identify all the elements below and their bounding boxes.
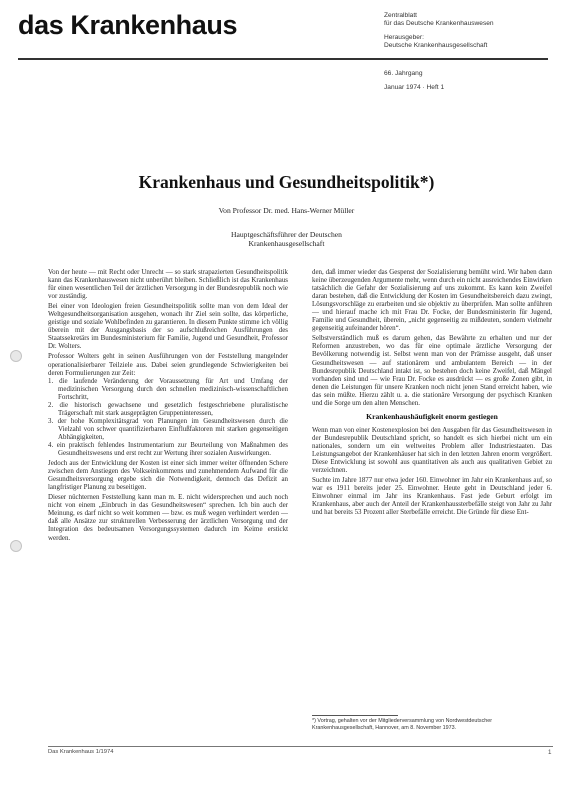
author-role-2: Krankenhausgesellschaft (248, 239, 325, 248)
footer-journal: Das Krankenhaus 1/1974 (48, 749, 114, 755)
left-paragraph-5: Dieser nüchternen Feststellung kann man m. E. nicht widersprechen und auch noch nicht von einem „Einbruch in das Gesundheitswesen“ sprechen. Ich bin auch der Meinung, es darf nicht so weit kommen — bzw. es muß wegen verhindert werden — daß alle Ansätze zur strukturellen Verbesserung der ärztlichen Versorgung und der Integration des bedeutsamen Versorgungssystemen dadurch im Keime erstickt werden. (48, 493, 288, 542)
publisher-label: Herausgeber: (384, 34, 424, 41)
right-paragraph-2: Selbstverständlich muß es darum gehen, das Bewährte zu erhalten und nur der Reformen anzustreben, wo das für eine optimale ärztliche Versorgung der Bevölkerung notwendig ist. Selbst wenn man von der Prämisse ausgeht, daß unser Gesundheitswesen — auf stationärem und ambulantem Bereich — in der Bundesrepublik Deutschland intakt ist, so bestehen doch keine Zweifel, daß Mängel vorhanden sind und — wie Frau Dr. Focke es ausdrückt — es große Zonen gibt, in denen die Leistungen für unsere Kranken noch nicht jenen Stand erreicht haben, wie das sein müßte. Hierzu zählt u. a. die stationäre Versorgung der psychisch Kranken und die Sorge um den alten Menschen. (312, 334, 552, 407)
left-column (48, 268, 288, 542)
list-item: 3. der hohe Komplexitätsgrad von Planungen im Gesundheitswesen durch die Vielzahl von schwer quantifizierbaren Einflußfaktoren mit starken gegenseitigen Abhängigkeiten, (48, 416, 288, 441)
author-role-1: Hauptgeschäftsführer der Deutschen (231, 230, 342, 239)
volume-label: 66. Jahrgang (384, 70, 423, 77)
left-paragraph-3: Professor Wolters geht in seinen Ausführungen von der Feststellung mangelnder operationalisierbarer Teilziele aus. Dabei seien grundlegende Schwierigkeiten bei deren Formulierungen zur Zeit: (48, 352, 288, 377)
right-column (312, 268, 552, 516)
left-paragraph-1: Von der heute — mit Recht oder Unrecht — so stark strapazierten Gesundheitspolitik kann das Krankenhauswesen nicht unberührt bleiben. Schließlich ist das Krankenhaus für einen wesentlichen Teil der ärztlichen Versorgung in der Bundesrepublik noch wie vor zuständig. (48, 268, 288, 301)
masthead-rule (18, 58, 548, 60)
left-paragraph-2: Bei einer von Ideologien freien Gesundheitspolitik sollte man von dem Ideal der Weltgesundheitsorganisation ausgehen, wonach ihr Ziel sein sollte, das körperliche, geistige und soziale Wohlbefinden zu garantieren. In diesem Punkte stimme ich völlig überein mit der Ausgangsbasis der so aufschlußreichen Ausführungen des Staatssekretärs im Bundesministerium für Familie, Jugend und Gesundheit, Professor Dr. Wolters. (48, 302, 288, 351)
right-paragraph-1: den, daß immer wieder das Gespenst der Sozialisierung bemüht wird. Wir haben dann keine überzeugenden Argumente mehr, wenn durch ein nicht ausreichendes Einwirken tatsächlich die Gefahr der Sozialisierung auf uns zukommt. Es kann kein Zweifel daran bestehen, daß die Entwicklung der Kosten im Gesundheitsbereich dazu zwingt, Lösungsvorschläge zu erarbeiten und sie objektiv zu überprüfen. Man sollte anführen — und hierauf mache ich mit Frau Dr. Focke, der Bundesministerin für Jugend, Familie und Gesundheit, überein, „nicht gegenseitig zu mißdeuten, sondern vielmehr gegenseitig aufeinander hören“. (312, 268, 553, 333)
section-subheading: Krankenhaushäufigkeit enorm gestiegen (366, 411, 498, 421)
right-paragraph-4: Suchte im Jahre 1877 nur etwa jeder 160. Einwohner im Jahr ein Krankenhaus auf, so war es 1911 bereits jeder 25. Einwohner. Heute geht in Deutschland jeder 6. Einwohner einmal im Jahr ins Krankenhaus. Fast jede Geburt erfolgt im Krankenhaus, aber auch der Anteil der Krankenhaussterbefälle steigt von Jahr zu Jahr und hat bereits 53 Prozent aller Sterbefälle erreicht. Die Gründe für diese Ent- (312, 476, 552, 517)
masthead-subtitle-2: für das Deutsche Krankenhauswesen (384, 20, 494, 27)
masthead-subtitle-1: Zentralblatt (384, 12, 417, 19)
footnote-rule (312, 715, 398, 716)
author-line: Von Professor Dr. med. Hans-Werner Müller (218, 206, 355, 215)
list-item: 2. die historisch gewachsene und gesetzlich festgeschriebene pluralistische Trägerschaft mit stark ausgeprägten Gruppeninteressen, (48, 400, 288, 417)
numbered-list (48, 377, 288, 457)
issue-label: Januar 1974 · Heft 1 (384, 84, 445, 91)
list-item: 4. ein praktisch fehlendes Instrumentarium zur Beurteilung von Maßnahmen des Gesundheitswesens und erst recht zur Wertung ihrer sozialen Auswirkungen. (48, 440, 288, 458)
publisher-name: Deutsche Krankenhausgesellschaft (384, 42, 488, 49)
masthead-title: das Krankenhaus (18, 10, 238, 40)
list-item: 1. die laufende Veränderung der Voraussetzung für Art und Umfang der medizinischen Versorgung durch den schnellen medizinisch-wissenschaftlichen Fortschritt, (48, 376, 288, 401)
left-paragraph-4: Jedoch aus der Entwicklung der Kosten ist einer sich immer weiter öffnenden Schere zwischen dem Anstiegen des Volkseinkommens und zunehmendem Aufwand für die Gesundheitsversorgung ergebe sich die Notwendigkeit, dennoch das Defizit an langfristiger Planung zu beseitigen. (48, 459, 288, 492)
article-title: Krankenhaus und Gesundheitspolitik*) (138, 172, 435, 192)
punch-hole-bottom (10, 540, 22, 552)
page-number: 1 (548, 749, 552, 756)
right-paragraph-3: Wenn man von einer Kostenexplosion bei den Ausgaben für das Gesundheitswesen in der Bundesrepublik Deutschland spricht, so handelt es sich hierbei nicht um ein nationales, sondern um ein weltweites Problem aller Industriestaaten. Das Leistungsangebot der Krankenhäuser hat sich in den letzten Jahren enorm vergrößert. Diese Entwicklung ist sowohl aus quantitativen als auch aus qualitativen Gebiet zu verzeichnen. (312, 425, 552, 475)
punch-hole-top (10, 350, 22, 362)
footer-rule (48, 746, 553, 747)
footnote: *) Vortrag, gehalten vor der Mitgliederversammlung von Nordwestdeutscher Krankenhausgesellschaft, Hannover, am 8. November 1973. (312, 718, 493, 731)
